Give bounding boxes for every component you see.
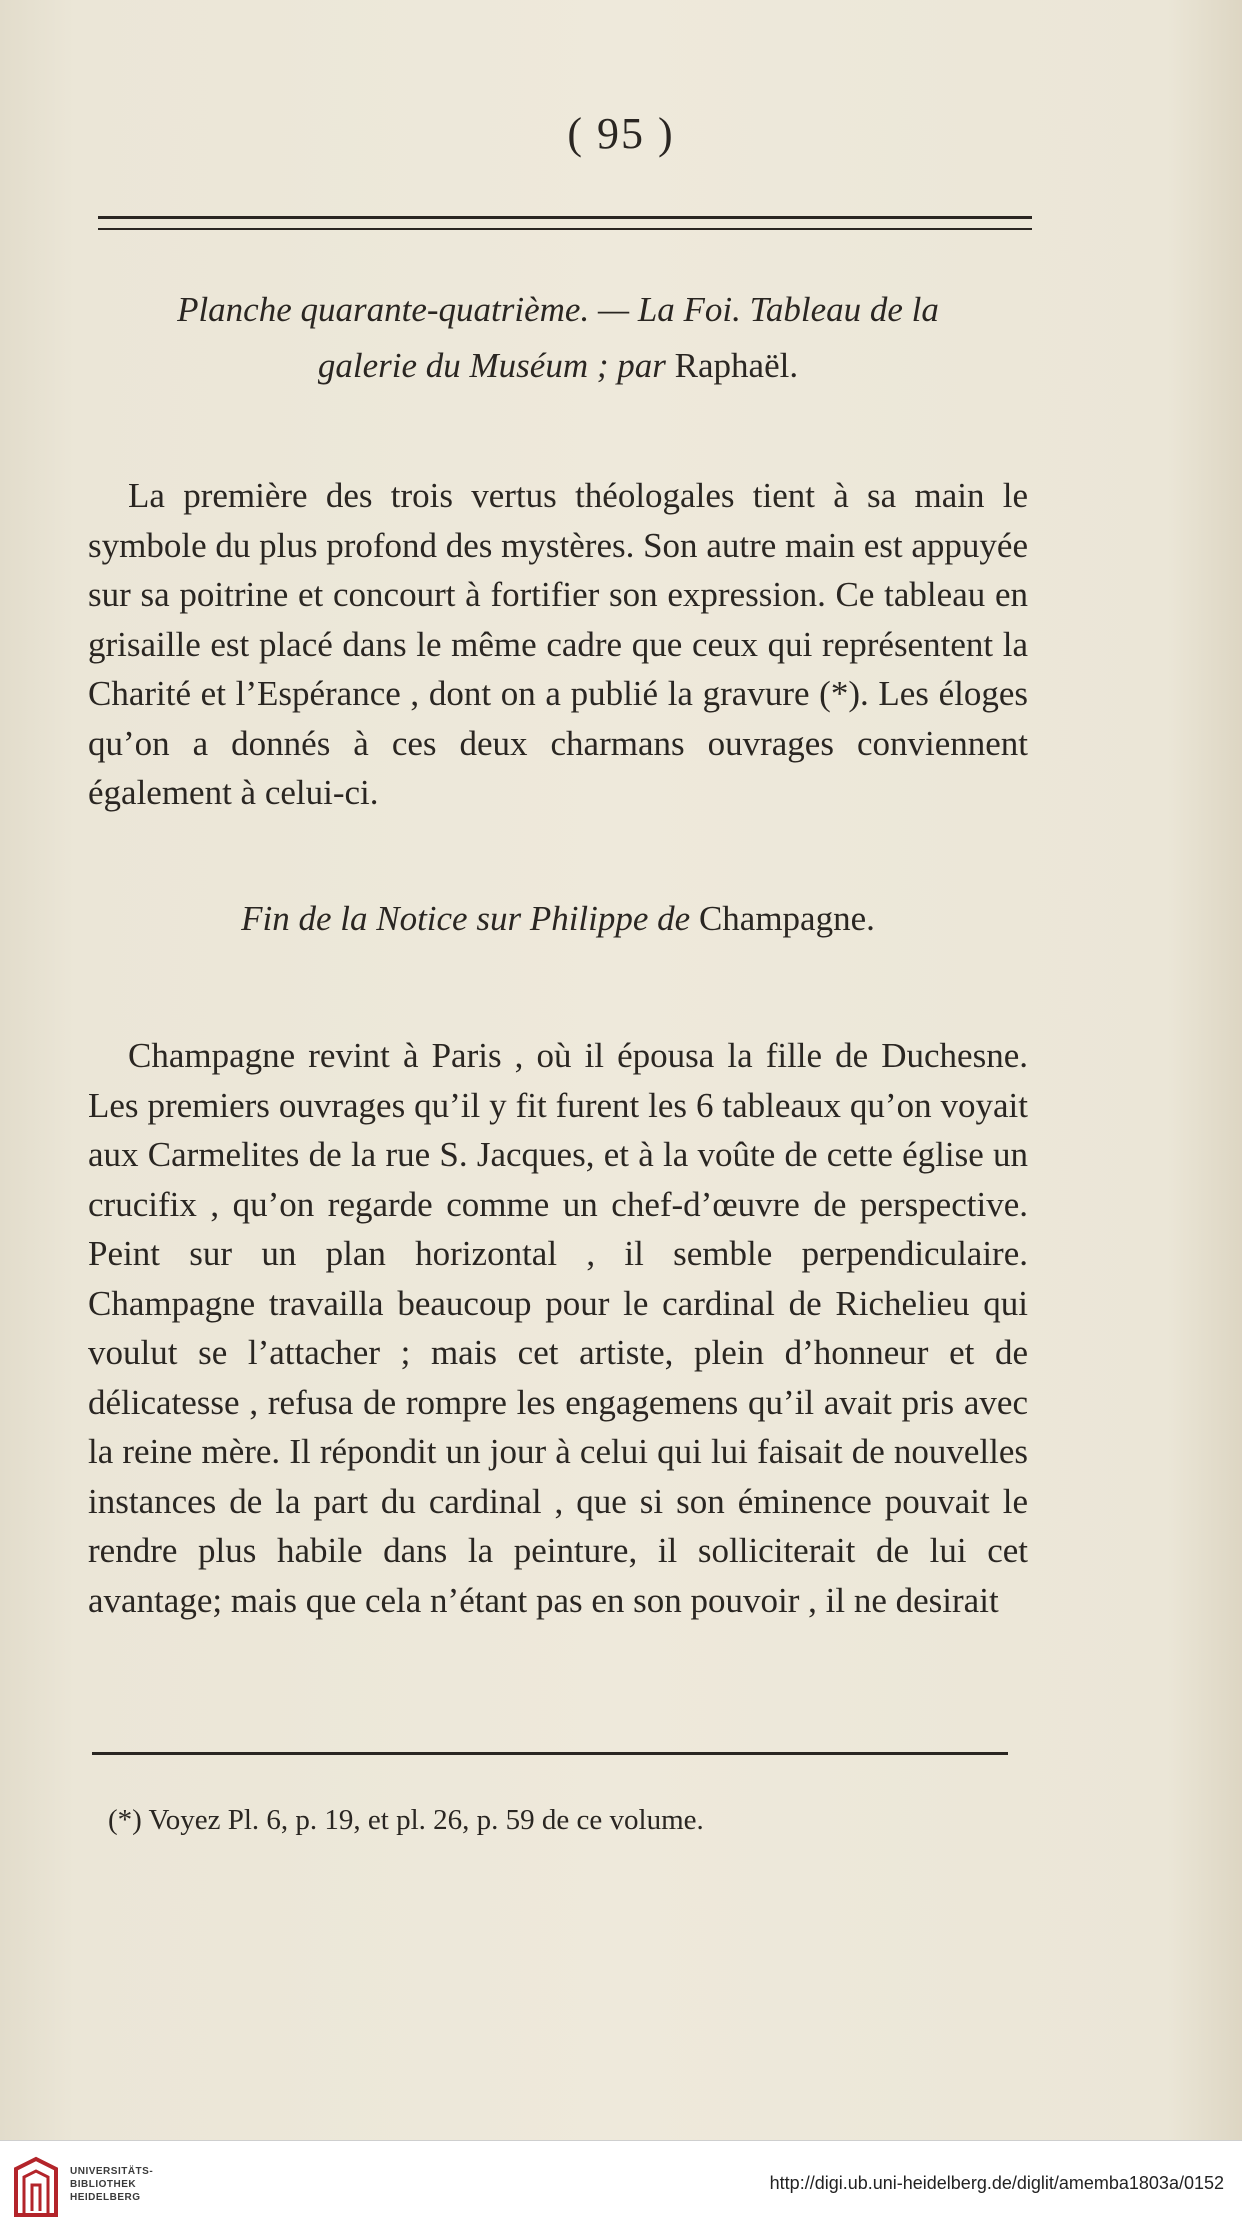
- paragraph-1: La première des trois vertus théologales tient à sa main le symbole du plus profond des mystères. Son autre main est appuyée sur sa poitrine et concourt à fortifier son expression. Ce tableau en grisaille est placé dans le même cadre que ceux qui représentent la Charité et l’Espérance , dont on a publié la gravure (*). Les éloges qu’on a donnés à ces deux charmans ouvrages conviennent également à celui-ci.: [88, 476, 1028, 812]
- library-name: [70, 2165, 153, 2204]
- header-rule: [98, 216, 1032, 219]
- caption-line-1: Planche quarante-quatrième. — La Foi. Tableau de la: [177, 290, 939, 329]
- library-logo-icon: [12, 2155, 60, 2219]
- paragraph-2: Champagne revint à Paris , où il épousa la fille de Duchesne. Les premiers ouvrages qu’il y fit furent les 6 tableaux qu’on voyait aux Carmelites de la rue S. Jacques, et à la voûte de cette église un crucifix , qu’on regarde comme un chef-d’œuvre de perspective. Peint sur un plan horizontal , il semble perpendiculaire. Champagne travailla beaucoup pour le cardinal de Richelieu qui voulut se l’attacher ; mais cet artiste, plein d’honneur et de délicatesse , refusa de rompre les engagemens qu’il avait pris avec la reine mère. Il répondit un jour à celui qui lui faisait de nouvelles instances de la part du cardinal , que si son éminence pouvait le rendre plus habile dans la peinture, il solliciterait de lui cet avantage; mais que cela n’étant pas en son pouvoir , il ne desirait: [88, 1036, 1028, 1620]
- caption-author: Raphaël.: [674, 346, 799, 385]
- library-name-line-2: BIBLIOTHEK: [70, 2179, 137, 2190]
- section-title: [88, 894, 1028, 944]
- plate-caption: [88, 282, 1028, 394]
- caption-line-2: [88, 338, 1028, 394]
- section-title-italic: Fin de la Notice sur Philippe de: [241, 899, 699, 938]
- permalink-url[interactable]: http://digi.ub.uni-heidelberg.de/diglit/amemba1803a/0152: [769, 2173, 1224, 2193]
- library-name-line-3: HEIDELBERG: [70, 2192, 141, 2203]
- section-title-name: Champagne.: [698, 899, 875, 938]
- page-number: ( 95 ): [567, 109, 675, 158]
- footnote: (*) Voyez Pl. 6, p. 19, et pl. 26, p. 59 de ce volume.: [108, 1804, 704, 1836]
- library-name-line-1: UNIVERSITÄTS-: [70, 2166, 154, 2177]
- footnote-rule: [92, 1752, 1008, 1755]
- caption-line-2-italic: galerie du Muséum ; par: [317, 346, 675, 385]
- library-footer: [0, 2140, 1242, 2230]
- header-rule-thin: [98, 228, 1032, 230]
